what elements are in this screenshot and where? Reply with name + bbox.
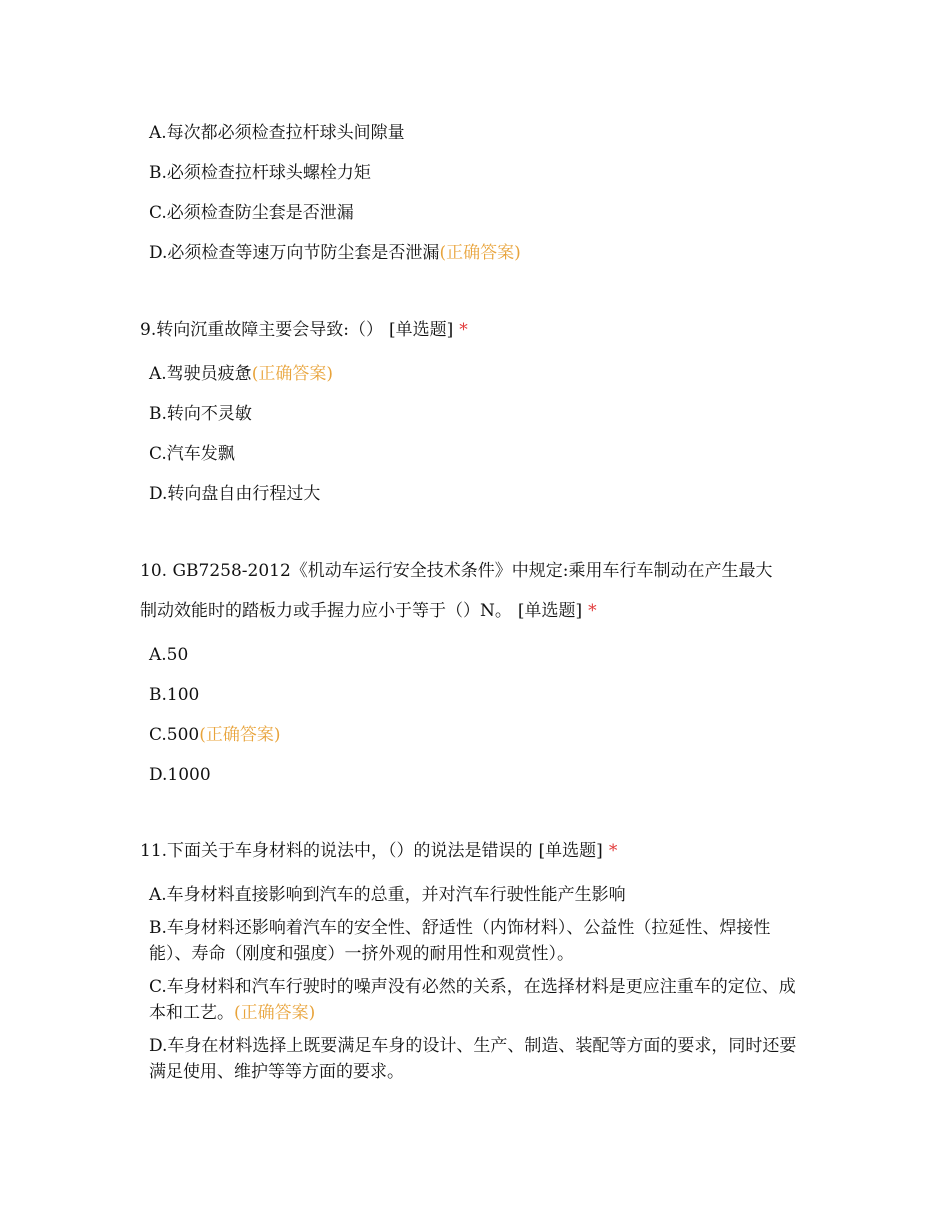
question-title-text: 9.转向沉重故障主要会导致:（） bbox=[140, 320, 383, 340]
question-8-option-a[interactable] bbox=[140, 113, 805, 153]
option-text: B.100 bbox=[149, 685, 200, 705]
option-text: A.每次都必须检查拉杆球头间隙量 bbox=[149, 123, 405, 143]
question-9-option-b[interactable] bbox=[140, 394, 805, 434]
question-9-option-a[interactable] bbox=[140, 354, 805, 394]
question-8-option-b[interactable] bbox=[140, 153, 805, 193]
question-8-option-c[interactable] bbox=[140, 193, 805, 233]
required-mark: * bbox=[459, 320, 468, 340]
option-text: C.车身材料和汽车行驶时的噪声没有必然的关系，在选择材料是更应注重车的定位、成本和工艺。 bbox=[149, 977, 796, 1023]
question-type-label: [单选题] bbox=[538, 841, 603, 861]
question-8 bbox=[140, 113, 805, 273]
question-10-option-b[interactable] bbox=[140, 675, 805, 715]
question-10-option-a[interactable] bbox=[140, 635, 805, 675]
option-text: A.车身材料直接影响到汽车的总重，并对汽车行驶性能产生影响 bbox=[149, 885, 626, 905]
correct-answer-label: (正确答案) bbox=[199, 725, 281, 745]
option-text: D.转向盘自由行程过大 bbox=[149, 484, 321, 504]
option-text: C.500 bbox=[149, 725, 200, 745]
question-11-options bbox=[140, 875, 805, 1085]
question-11-title bbox=[140, 831, 805, 871]
question-10-option-c[interactable] bbox=[140, 715, 805, 755]
question-8-option-d[interactable] bbox=[140, 233, 805, 273]
question-type-label: [单选题] bbox=[388, 320, 454, 340]
option-text: D.1000 bbox=[149, 765, 211, 785]
question-10-title bbox=[140, 551, 805, 631]
correct-answer-label: (正确答案) bbox=[234, 1003, 316, 1023]
question-type-label: [单选题] bbox=[517, 601, 583, 621]
question-9-options bbox=[140, 354, 805, 514]
option-text: D.车身在材料选择上既要满足车身的设计、生产、制造、装配等方面的要求，同时还要满足使用、维护等等方面的要求。 bbox=[149, 1036, 797, 1082]
question-9-option-d[interactable] bbox=[140, 474, 805, 514]
option-text: B.车身材料还影响着汽车的安全性、舒适性（内饰材料）、公益性（拉延性、焊接性能）、寿命（刚度和强度）一挤外观的耐用性和观赏性）。 bbox=[149, 918, 771, 964]
option-text: D.必须检查等速万向节防尘套是否泄漏 bbox=[149, 243, 440, 263]
option-text: C.汽车发飘 bbox=[149, 444, 235, 464]
option-text: A.50 bbox=[149, 645, 189, 665]
required-mark: * bbox=[588, 601, 597, 621]
question-title-line-1: 10. GB7258-2012《机动车运行安全技术条件》中规定:乘用车行车制动在产生最大 bbox=[140, 561, 773, 581]
question-9 bbox=[140, 310, 805, 514]
required-mark: * bbox=[608, 841, 618, 861]
question-title-text: 11.下面关于车身材料的说法中，（）的说法是错误的 bbox=[140, 841, 533, 861]
option-text: B.转向不灵敏 bbox=[149, 404, 252, 424]
question-11 bbox=[140, 831, 805, 1085]
correct-answer-label: (正确答案) bbox=[439, 243, 521, 263]
question-11-option-d[interactable] bbox=[140, 1026, 805, 1085]
option-text: C.必须检查防尘套是否泄漏 bbox=[149, 203, 354, 223]
question-10-option-d[interactable] bbox=[140, 755, 805, 795]
question-title-line-2: 制动效能时的踏板力或手握力应小于等于（）N。 bbox=[140, 601, 512, 621]
question-9-option-c[interactable] bbox=[140, 434, 805, 474]
correct-answer-label: (正确答案) bbox=[251, 364, 333, 384]
question-11-option-a[interactable] bbox=[140, 875, 805, 915]
question-8-options bbox=[140, 113, 805, 273]
question-9-title bbox=[140, 310, 805, 350]
question-10-options bbox=[140, 635, 805, 795]
question-11-option-c[interactable] bbox=[140, 967, 805, 1026]
question-11-option-b[interactable] bbox=[140, 915, 805, 967]
option-text: A.驾驶员疲惫 bbox=[149, 364, 252, 384]
question-10 bbox=[140, 551, 805, 795]
option-text: B.必须检查拉杆球头螺栓力矩 bbox=[149, 163, 371, 183]
